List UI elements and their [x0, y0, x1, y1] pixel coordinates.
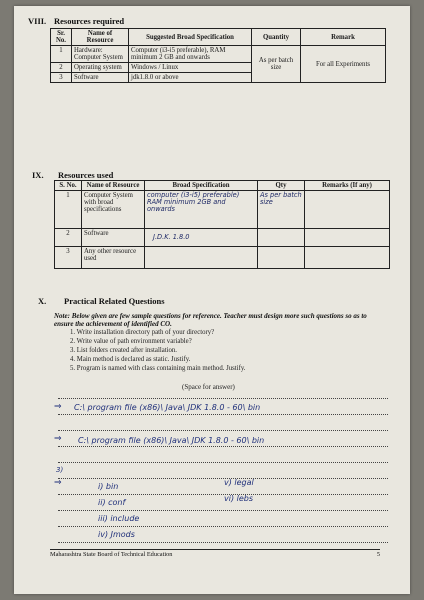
- table-header: Qty: [258, 181, 305, 191]
- footer-text: Maharashtra State Board of Technical Education: [50, 551, 173, 558]
- document-page: [14, 6, 410, 594]
- table-cell: 3: [51, 73, 72, 83]
- table-header: Remarks (If any): [305, 181, 390, 191]
- table-row: [51, 46, 386, 63]
- folder-item: iii) include: [98, 514, 140, 523]
- table-cell: [305, 229, 390, 247]
- question-list: [70, 328, 246, 373]
- table-header: S. No.: [55, 181, 82, 191]
- ruled-line: [58, 542, 388, 543]
- section-8-title: Resources required: [54, 16, 125, 26]
- resources-required-table: [50, 28, 386, 83]
- table-cell: 1: [51, 46, 72, 63]
- page-number: 5: [376, 551, 380, 558]
- table-cell: Operating system: [72, 63, 129, 73]
- section-9-heading: [32, 170, 113, 180]
- section-8-number: VIII.: [28, 16, 47, 26]
- table-header: Suggested Broad Specification: [129, 29, 252, 46]
- table-row: [55, 229, 390, 247]
- folder-item: vi) lebs: [224, 494, 254, 503]
- table-cell: [305, 191, 390, 229]
- table-cell: Any other resource used: [82, 247, 145, 269]
- table-cell: Windows / Linux: [129, 63, 252, 73]
- table-cell: 2: [55, 229, 82, 247]
- table-cell: [258, 247, 305, 269]
- handwritten-cell: J.D.K. 1.8.0: [145, 229, 258, 247]
- arrow-icon: ⇒: [54, 434, 62, 444]
- section-note: Note: Below given are few sample questions for reference. Teacher must design more such questions so as to ensure the achievement of identified CO.: [54, 312, 367, 328]
- question-item: 4. Main method is declared as static. Justify.: [70, 356, 191, 363]
- handwritten-answer-1: C:\ program file (x86)\ Java\ JDK 1.8.0 - 60\ bin: [74, 403, 261, 412]
- folder-item: iv) Jmods: [98, 530, 135, 539]
- resources-used-table: [54, 180, 390, 269]
- table-cell: jdk1.8.0 or above: [129, 73, 252, 83]
- page-footer: [50, 549, 380, 558]
- table-cell: [258, 229, 305, 247]
- table-cell: Computer (i3-i5 preferable), RAM minimum 2 GB and onwards: [129, 46, 252, 63]
- arrow-icon: ⇒: [54, 402, 62, 412]
- table-cell: Computer System with broad specifications: [82, 191, 145, 229]
- table-header: Name of Resource: [82, 181, 145, 191]
- question-item: 2. Write value of path environment variable?: [70, 338, 192, 345]
- question-item: 5. Program is named with class containing main method. Justify.: [70, 365, 246, 372]
- ruled-line: [58, 398, 388, 399]
- ruled-line: [58, 414, 388, 415]
- section-10-number: X.: [38, 296, 47, 306]
- ruled-line: [58, 494, 388, 495]
- table-cell: [145, 247, 258, 269]
- ruled-line: [58, 526, 388, 527]
- table-cell: Software: [72, 73, 129, 83]
- section-10-title: Practical Related Questions: [64, 296, 165, 306]
- question-item: 3. List folders created after installation.: [70, 347, 178, 354]
- handwritten-answer-3-number: 3): [56, 466, 64, 474]
- ruled-line: [58, 462, 388, 463]
- table-cell: [305, 247, 390, 269]
- folder-item: v) legal: [224, 478, 254, 487]
- section-10-heading: [38, 296, 165, 306]
- folder-item: i) bin: [98, 482, 119, 491]
- section-9-number: IX.: [32, 170, 44, 180]
- answer-space-label: (Space for answer): [182, 383, 235, 391]
- folder-item: ii) conf: [98, 498, 126, 507]
- table-header: Name of Resource: [72, 29, 129, 46]
- ruled-line: [58, 446, 388, 447]
- section-8-heading: [28, 16, 124, 26]
- quantity-cell: As per batch size: [252, 46, 301, 83]
- table-cell: 2: [51, 63, 72, 73]
- handwritten-answer-2: C:\ program file (x86)\ Java\ JDK 1.8.0 - 60\ bin: [78, 436, 265, 445]
- arrow-icon: ⇒: [54, 478, 62, 488]
- remark-cell: For all Experiments: [301, 46, 386, 83]
- table-header: Remark: [301, 29, 386, 46]
- ruled-line: [58, 430, 388, 431]
- table-header: Sr. No.: [51, 29, 72, 46]
- ruled-line: [58, 478, 388, 479]
- table-row: [55, 247, 390, 269]
- table-cell: Hardware: Computer System: [72, 46, 129, 63]
- ruled-line: [58, 510, 388, 511]
- section-9-title: Resources used: [58, 170, 114, 180]
- handwritten-cell: computer (i3-i5) preferable) RAM minimum 2GB and onwards: [145, 191, 258, 229]
- table-row: [55, 191, 390, 229]
- question-item: 1. Write installation directory path of your directory?: [70, 329, 215, 336]
- table-cell: 1: [55, 191, 82, 229]
- table-header: Broad Specification: [145, 181, 258, 191]
- table-cell: Software: [82, 229, 145, 247]
- table-header: Quantity: [252, 29, 301, 46]
- table-cell: 3: [55, 247, 82, 269]
- handwritten-cell: As per batch size: [258, 191, 305, 229]
